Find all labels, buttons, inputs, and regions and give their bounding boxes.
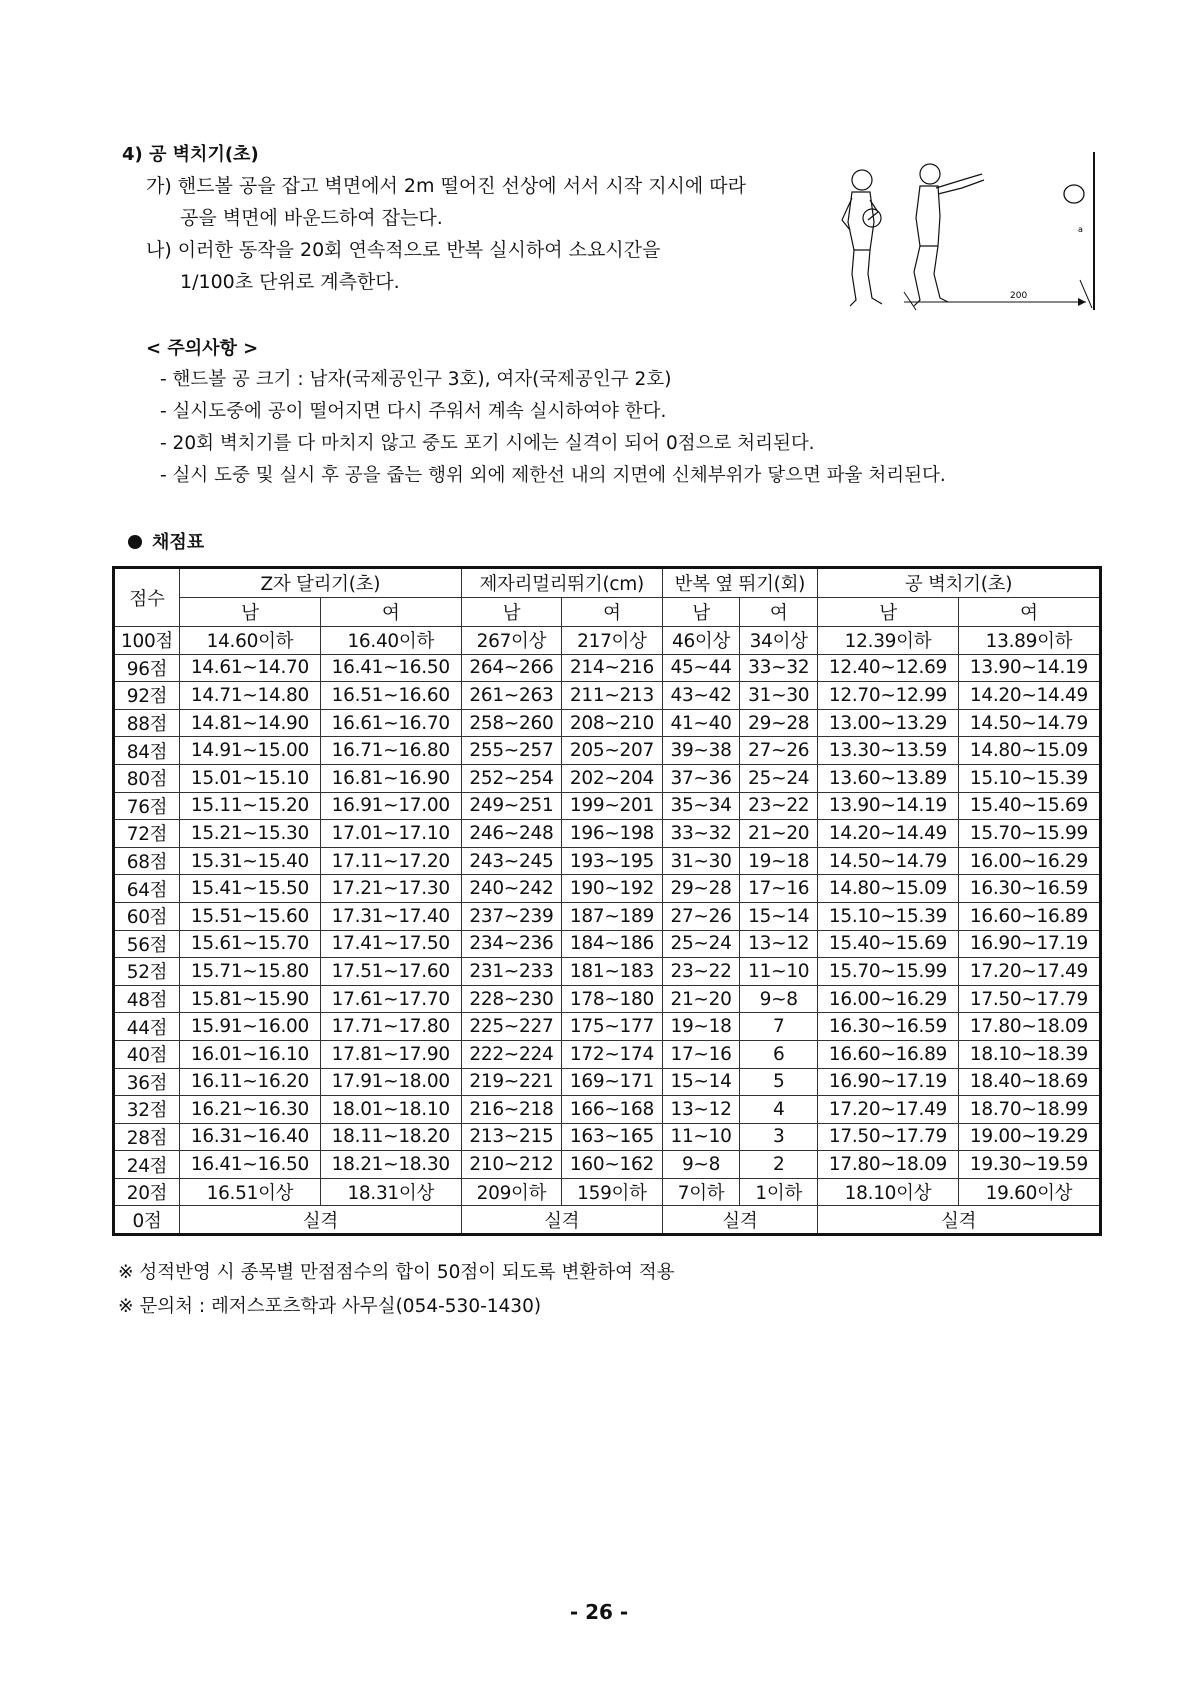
table-cell: 35~34 — [662, 792, 740, 820]
score-table — [112, 566, 1102, 1236]
table-cell: 19~18 — [662, 1013, 740, 1041]
table-row — [114, 654, 1101, 682]
table-cell: 33~32 — [662, 820, 740, 848]
table-cell: 17.80~18.09 — [818, 1151, 959, 1179]
table-cell: 166~168 — [562, 1096, 663, 1124]
table-row — [114, 792, 1101, 820]
score-cell: 52점 — [114, 958, 180, 986]
table-cell: 210~212 — [461, 1151, 562, 1179]
table-cell: 11~10 — [740, 958, 818, 986]
table-cell: 15.51~15.60 — [180, 902, 321, 930]
wall-throw-illustration — [812, 150, 1104, 346]
table-cell: 12.40~12.69 — [818, 654, 959, 682]
table-cell: 16.30~16.59 — [818, 1013, 959, 1041]
instruction-ga-line2: 공을 벽면에 바운드하여 잡는다. — [180, 207, 443, 229]
table-cell: 16.40이하 — [320, 627, 461, 655]
table-cell: 3 — [740, 1123, 818, 1151]
table-cell: 18.01~18.10 — [320, 1096, 461, 1124]
table-row — [114, 985, 1101, 1013]
gender-header: 여 — [740, 598, 818, 627]
table-cell: 172~174 — [562, 1040, 663, 1068]
table-cell: 209이하 — [461, 1178, 562, 1206]
score-table-heading-label: 채점표 — [152, 532, 205, 553]
table-cell: 7 — [740, 1013, 818, 1041]
gender-header: 남 — [662, 598, 740, 627]
table-cell: 196~198 — [562, 820, 663, 848]
gender-header: 여 — [562, 598, 663, 627]
table-cell: 12.70~12.99 — [818, 682, 959, 710]
table-cell: 27~26 — [662, 902, 740, 930]
distance-label: 200 — [1010, 291, 1028, 301]
score-cell: 0점 — [114, 1206, 180, 1235]
table-cell: 13.30~13.59 — [818, 737, 959, 765]
table-cell: 15.10~15.39 — [958, 764, 1100, 792]
instruction-na-line2: 1/100초 단위로 계측한다. — [180, 271, 400, 293]
table-cell: 213~215 — [461, 1123, 562, 1151]
event-header-long-jump: 제자리멀리뛰기(cm) — [461, 568, 662, 598]
table-cell: 23~22 — [740, 792, 818, 820]
caution-item: - 20회 벽치기를 다 마치지 않고 중도 포기 시에는 실격이 되어 0점으로 처리된다. — [160, 433, 815, 454]
table-cell: 16.91~17.00 — [320, 792, 461, 820]
table-cell: 17~16 — [662, 1040, 740, 1068]
table-cell: 252~254 — [461, 764, 562, 792]
table-cell: 217이상 — [562, 627, 663, 655]
caution-item: - 실시도중에 공이 떨어지면 다시 주워서 계속 실시하여야 한다. — [160, 401, 667, 422]
score-cell: 56점 — [114, 930, 180, 958]
table-cell: 190~192 — [562, 875, 663, 903]
table-cell: 199~201 — [562, 792, 663, 820]
table-cell: 39~38 — [662, 737, 740, 765]
table-cell: 181~183 — [562, 958, 663, 986]
table-cell: 17.81~17.90 — [320, 1040, 461, 1068]
table-row — [114, 958, 1101, 986]
table-cell: 202~204 — [562, 764, 663, 792]
table-cell: 21~20 — [740, 820, 818, 848]
table-cell: 15~14 — [740, 902, 818, 930]
table-row — [114, 1040, 1101, 1068]
page-number: - 26 - — [569, 1600, 629, 1624]
player-holding-ball — [842, 170, 882, 306]
score-cell: 72점 — [114, 820, 180, 848]
table-cell: 46이상 — [662, 627, 740, 655]
instruction-ga-line1: 가) 핸드볼 공을 잡고 벽면에서 2m 떨어진 선상에 서서 시작 지시에 따라 — [146, 175, 747, 197]
table-cell: 249~251 — [461, 792, 562, 820]
disqualified-cell: 실격 — [662, 1206, 817, 1235]
table-row — [114, 1096, 1101, 1124]
table-cell: 18.10~18.39 — [958, 1040, 1100, 1068]
table-cell: 16.71~16.80 — [320, 737, 461, 765]
table-cell: 13.60~13.89 — [818, 764, 959, 792]
table-cell: 14.20~14.49 — [818, 820, 959, 848]
score-cell: 60점 — [114, 902, 180, 930]
score-cell: 80점 — [114, 764, 180, 792]
table-cell: 23~22 — [662, 958, 740, 986]
table-cell: 16.30~16.59 — [958, 875, 1100, 903]
table-cell: 13.90~14.19 — [818, 792, 959, 820]
table-cell: 18.21~18.30 — [320, 1151, 461, 1179]
table-cell: 16.90~17.19 — [958, 930, 1100, 958]
table-cell: 184~186 — [562, 930, 663, 958]
table-row — [114, 627, 1101, 655]
table-cell: 21~20 — [662, 985, 740, 1013]
table-cell: 159이하 — [562, 1178, 663, 1206]
table-cell: 15.70~15.99 — [818, 958, 959, 986]
table-cell: 214~216 — [562, 654, 663, 682]
table-cell: 4 — [740, 1096, 818, 1124]
table-row — [114, 737, 1101, 765]
table-cell: 258~260 — [461, 709, 562, 737]
table-cell: 160~162 — [562, 1151, 663, 1179]
table-cell: 14.71~14.80 — [180, 682, 321, 710]
score-cell: 92점 — [114, 682, 180, 710]
table-cell: 18.31이상 — [320, 1178, 461, 1206]
table-row — [114, 1013, 1101, 1041]
table-cell: 16.60~16.89 — [818, 1040, 959, 1068]
score-cell: 64점 — [114, 875, 180, 903]
table-cell: 12.39이하 — [818, 627, 959, 655]
table-cell: 29~28 — [740, 709, 818, 737]
table-cell: 216~218 — [461, 1096, 562, 1124]
table-cell: 16.11~16.20 — [180, 1068, 321, 1096]
table-cell: 15.21~15.30 — [180, 820, 321, 848]
table-cell: 15.70~15.99 — [958, 820, 1100, 848]
table-cell: 234~236 — [461, 930, 562, 958]
table-cell: 9~8 — [740, 985, 818, 1013]
table-cell: 31~30 — [662, 847, 740, 875]
table-cell: 14.80~15.09 — [818, 875, 959, 903]
table-cell: 16.41~16.50 — [320, 654, 461, 682]
table-cell: 17~16 — [740, 875, 818, 903]
table-cell: 1이하 — [740, 1178, 818, 1206]
table-cell: 17.31~17.40 — [320, 902, 461, 930]
table-cell: 16.60~16.89 — [958, 902, 1100, 930]
table-cell: 219~221 — [461, 1068, 562, 1096]
score-cell: 24점 — [114, 1151, 180, 1179]
table-cell: 19.00~19.29 — [958, 1123, 1100, 1151]
table-cell: 5 — [740, 1068, 818, 1096]
table-cell: 17.01~17.10 — [320, 820, 461, 848]
table-cell: 15~14 — [662, 1068, 740, 1096]
table-row — [114, 1178, 1101, 1206]
table-cell: 17.61~17.70 — [320, 985, 461, 1013]
table-cell: 43~42 — [662, 682, 740, 710]
table-cell: 11~10 — [662, 1123, 740, 1151]
table-cell: 13~12 — [662, 1096, 740, 1124]
table-cell: 6 — [740, 1040, 818, 1068]
table-row — [114, 1123, 1101, 1151]
table-cell: 267이상 — [461, 627, 562, 655]
table-cell: 16.81~16.90 — [320, 764, 461, 792]
table-cell: 15.10~15.39 — [818, 902, 959, 930]
score-cell: 48점 — [114, 985, 180, 1013]
caution-item: - 핸드볼 공 크기 : 남자(국제공인구 3호), 여자(국제공인구 2호) — [160, 369, 672, 390]
table-row — [114, 1151, 1101, 1179]
table-header-row — [114, 568, 1101, 598]
table-cell: 14.91~15.00 — [180, 737, 321, 765]
table-cell: 13.89이하 — [958, 627, 1100, 655]
table-cell: 175~177 — [562, 1013, 663, 1041]
table-cell: 45~44 — [662, 654, 740, 682]
table-cell: 16.00~16.29 — [958, 847, 1100, 875]
score-cell: 84점 — [114, 737, 180, 765]
table-cell: 14.80~15.09 — [958, 737, 1100, 765]
table-row — [114, 847, 1101, 875]
table-row — [114, 875, 1101, 903]
instruction-na-line1: 나) 이러한 동작을 20회 연속적으로 반복 실시하여 소요시간을 — [146, 239, 661, 261]
score-cell: 76점 — [114, 792, 180, 820]
table-cell: 208~210 — [562, 709, 663, 737]
table-row — [114, 682, 1101, 710]
caution-title: < 주의사항 > — [146, 338, 259, 359]
table-cell: 25~24 — [740, 764, 818, 792]
table-row — [114, 930, 1101, 958]
table-row — [114, 709, 1101, 737]
table-cell: 18.40~18.69 — [958, 1068, 1100, 1096]
table-cell: 34이상 — [740, 627, 818, 655]
table-cell: 16.51이상 — [180, 1178, 321, 1206]
table-cell: 222~224 — [461, 1040, 562, 1068]
table-cell: 17.11~17.20 — [320, 847, 461, 875]
table-cell: 16.00~16.29 — [818, 985, 959, 1013]
player-throwing — [914, 164, 984, 306]
table-cell: 163~165 — [562, 1123, 663, 1151]
caution-item: - 실시 도중 및 실시 후 공을 줍는 행위 외에 제한선 내의 지면에 신체부위가 닿으면 파울 처리된다. — [160, 465, 946, 486]
table-row-zero — [114, 1206, 1101, 1235]
score-cell: 28점 — [114, 1123, 180, 1151]
table-cell: 41~40 — [662, 709, 740, 737]
table-cell: 17.51~17.60 — [320, 958, 461, 986]
table-cell: 17.50~17.79 — [818, 1123, 959, 1151]
table-cell: 13.90~14.19 — [958, 654, 1100, 682]
score-cell: 40점 — [114, 1040, 180, 1068]
height-label: a — [1078, 225, 1083, 234]
footnote: ※ 성적반영 시 종목별 만점점수의 합이 50점이 되도록 변환하여 적용 — [118, 1262, 675, 1283]
table-cell: 228~230 — [461, 985, 562, 1013]
score-cell: 96점 — [114, 654, 180, 682]
table-row — [114, 820, 1101, 848]
event-header-wall-throw: 공 벽치기(초) — [818, 568, 1101, 598]
table-row — [114, 764, 1101, 792]
table-cell: 19~18 — [740, 847, 818, 875]
table-cell: 14.20~14.49 — [958, 682, 1100, 710]
table-cell: 16.31~16.40 — [180, 1123, 321, 1151]
table-cell: 225~227 — [461, 1013, 562, 1041]
table-cell: 14.50~14.79 — [818, 847, 959, 875]
table-cell: 16.51~16.60 — [320, 682, 461, 710]
table-cell: 16.01~16.10 — [180, 1040, 321, 1068]
table-cell: 243~245 — [461, 847, 562, 875]
table-row — [114, 902, 1101, 930]
table-cell: 17.91~18.00 — [320, 1068, 461, 1096]
table-cell: 14.61~14.70 — [180, 654, 321, 682]
table-cell: 17.50~17.79 — [958, 985, 1100, 1013]
table-cell: 19.60이상 — [958, 1178, 1100, 1206]
table-cell: 31~30 — [740, 682, 818, 710]
table-cell: 237~239 — [461, 902, 562, 930]
disqualified-cell: 실격 — [818, 1206, 1101, 1235]
table-cell: 178~180 — [562, 985, 663, 1013]
score-cell: 44점 — [114, 1013, 180, 1041]
disqualified-cell: 실격 — [180, 1206, 462, 1235]
table-cell: 25~24 — [662, 930, 740, 958]
table-cell: 261~263 — [461, 682, 562, 710]
table-cell: 16.90~17.19 — [818, 1068, 959, 1096]
table-cell: 169~171 — [562, 1068, 663, 1096]
table-cell: 19.30~19.59 — [958, 1151, 1100, 1179]
score-cell: 88점 — [114, 709, 180, 737]
table-cell: 16.41~16.50 — [180, 1151, 321, 1179]
table-cell: 16.61~16.70 — [320, 709, 461, 737]
table-cell: 17.41~17.50 — [320, 930, 461, 958]
table-cell: 13~12 — [740, 930, 818, 958]
table-cell: 246~248 — [461, 820, 562, 848]
section-title: 4) 공 벽치기(초) — [122, 144, 259, 165]
table-cell: 17.20~17.49 — [818, 1096, 959, 1124]
table-cell: 193~195 — [562, 847, 663, 875]
table-cell: 15.01~15.10 — [180, 764, 321, 792]
table-cell: 14.81~14.90 — [180, 709, 321, 737]
table-row — [114, 1068, 1101, 1096]
table-cell: 29~28 — [662, 875, 740, 903]
table-cell: 15.71~15.80 — [180, 958, 321, 986]
table-cell: 17.21~17.30 — [320, 875, 461, 903]
gender-header: 남 — [818, 598, 959, 627]
table-cell: 231~233 — [461, 958, 562, 986]
score-cell: 68점 — [114, 847, 180, 875]
table-cell: 14.60이하 — [180, 627, 321, 655]
score-cell: 36점 — [114, 1068, 180, 1096]
table-cell: 7이하 — [662, 1178, 740, 1206]
table-cell: 15.11~15.20 — [180, 792, 321, 820]
table-cell: 2 — [740, 1151, 818, 1179]
disqualified-cell: 실격 — [461, 1206, 662, 1235]
score-table-heading — [128, 528, 204, 554]
table-cell: 18.10이상 — [818, 1178, 959, 1206]
score-cell: 100점 — [114, 627, 180, 655]
table-cell: 27~26 — [740, 737, 818, 765]
table-cell: 15.91~16.00 — [180, 1013, 321, 1041]
table-cell: 15.41~15.50 — [180, 875, 321, 903]
table-cell: 15.81~15.90 — [180, 985, 321, 1013]
gender-header: 여 — [958, 598, 1100, 627]
footnote: ※ 문의처 : 레저스포츠학과 사무실(054-530-1430) — [118, 1296, 542, 1317]
event-header-side-step: 반복 옆 뛰기(회) — [662, 568, 817, 598]
gender-header-row — [114, 598, 1101, 627]
gender-header: 남 — [180, 598, 321, 627]
score-cell: 32점 — [114, 1096, 180, 1124]
score-header: 점수 — [114, 568, 180, 627]
table-cell: 15.40~15.69 — [958, 792, 1100, 820]
table-cell: 240~242 — [461, 875, 562, 903]
gender-header: 여 — [320, 598, 461, 627]
table-cell: 13.00~13.29 — [818, 709, 959, 737]
table-cell: 17.20~17.49 — [958, 958, 1100, 986]
score-cell: 20점 — [114, 1178, 180, 1206]
table-cell: 17.71~17.80 — [320, 1013, 461, 1041]
table-cell: 9~8 — [662, 1151, 740, 1179]
table-cell: 187~189 — [562, 902, 663, 930]
table-cell: 15.40~15.69 — [818, 930, 959, 958]
table-cell: 18.70~18.99 — [958, 1096, 1100, 1124]
table-cell: 264~266 — [461, 654, 562, 682]
event-header-zrun: Z자 달리기(초) — [180, 568, 462, 598]
table-cell: 205~207 — [562, 737, 663, 765]
gender-header: 남 — [461, 598, 562, 627]
bullet-icon — [128, 535, 142, 549]
table-cell: 14.50~14.79 — [958, 709, 1100, 737]
table-cell: 37~36 — [662, 764, 740, 792]
table-cell: 211~213 — [562, 682, 663, 710]
table-cell: 18.11~18.20 — [320, 1123, 461, 1151]
table-cell: 15.61~15.70 — [180, 930, 321, 958]
table-cell: 15.31~15.40 — [180, 847, 321, 875]
table-cell: 16.21~16.30 — [180, 1096, 321, 1124]
table-cell: 33~32 — [740, 654, 818, 682]
table-cell: 17.80~18.09 — [958, 1013, 1100, 1041]
table-cell: 255~257 — [461, 737, 562, 765]
